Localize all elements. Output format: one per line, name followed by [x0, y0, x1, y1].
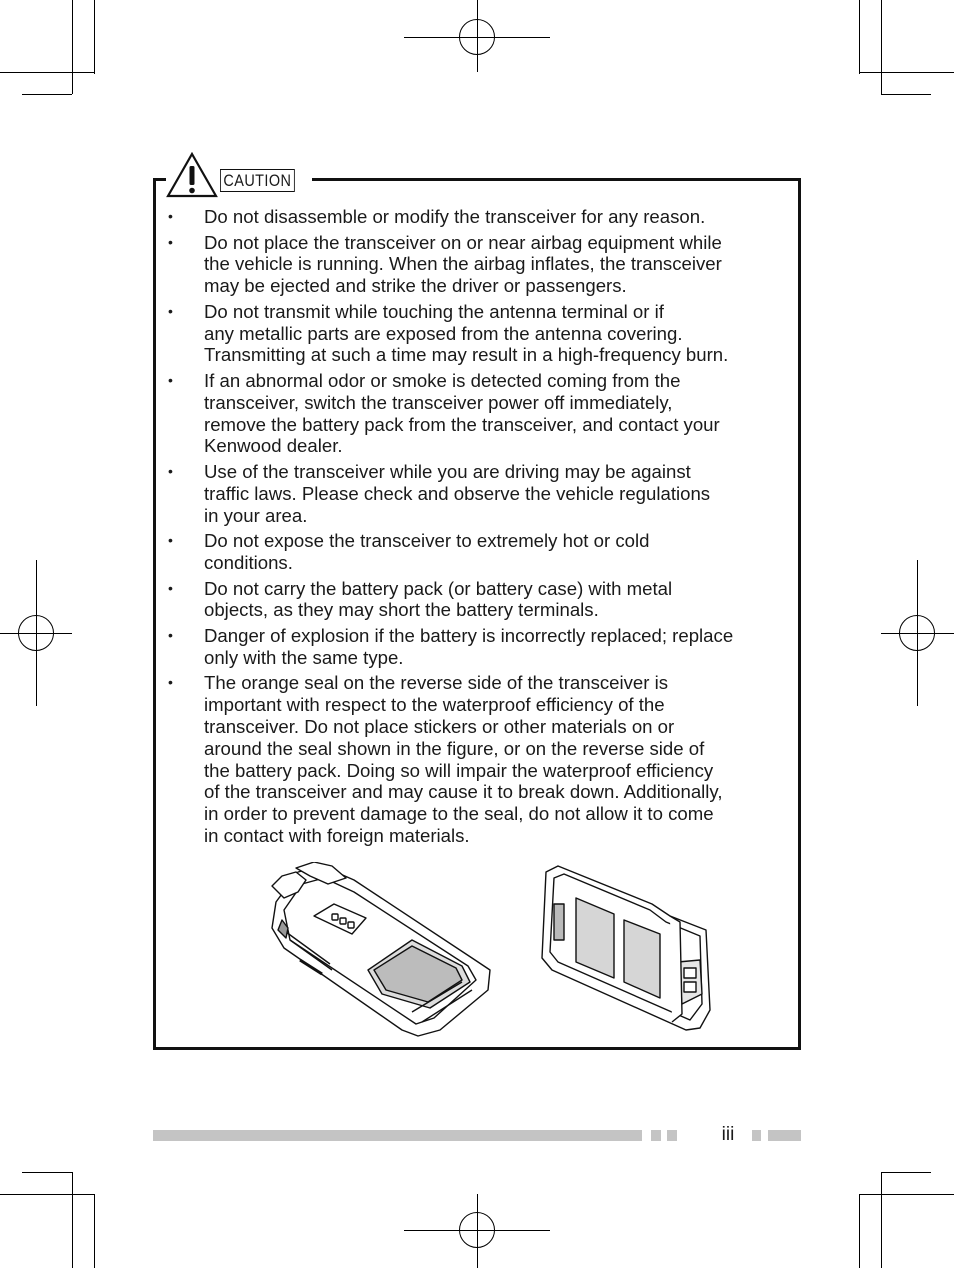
list-item [166, 672, 790, 846]
footer-bar-square [752, 1130, 761, 1141]
footer-bar-square [667, 1130, 677, 1141]
list-item-text: If an abnormal odor or smoke is detected coming from the transceiver, switch the transceiver power off immediately, remove the battery pack from the transceiver, and contact your Kenwood dealer. [204, 369, 720, 457]
list-item [166, 461, 790, 526]
battery-pack-illustration [540, 864, 712, 1032]
list-item [166, 625, 790, 669]
list-item-text: Do not place the transceiver on or near airbag equipment while the vehicle is running. When the airbag inflates, the transceiver may be ejected and strike the driver or passengers. [204, 231, 722, 297]
caution-label: CAUTION [220, 169, 295, 192]
footer-bar-square [651, 1130, 661, 1141]
warning-triangle-icon [166, 152, 218, 198]
bullet: • [168, 674, 173, 691]
page-number: iii [721, 1124, 735, 1145]
bullet: • [168, 233, 173, 250]
bullet: • [168, 626, 173, 643]
list-item [166, 206, 790, 228]
bullet: • [168, 302, 173, 319]
list-item-text: Do not disassemble or modify the transceiver for any reason. [204, 206, 706, 227]
bullet: • [168, 532, 173, 549]
list-item [166, 530, 790, 574]
transceiver-illustration [262, 862, 494, 1038]
list-item [166, 370, 790, 457]
caution-list [166, 206, 790, 850]
bullet: • [168, 208, 173, 224]
list-item [166, 301, 790, 366]
list-item-text: Danger of explosion if the battery is incorrectly replaced; replace only with the same type. [204, 624, 734, 668]
list-item [166, 232, 790, 297]
footer-bar-left [153, 1130, 642, 1141]
list-item-text: Do not expose the transceiver to extremely hot or cold conditions. [204, 530, 650, 573]
list-item-text: Do not transmit while touching the antenna terminal or if any metallic parts are exposed from the antenna covering. Transmitting at such a time may result in a high-frequency burn. [204, 300, 729, 366]
caution-header [166, 152, 312, 198]
footer-bar-right [768, 1130, 801, 1141]
list-item-text: Use of the transceiver while you are driving may be against traffic laws. Please check and observe the vehicle regulations in your area. [204, 460, 711, 526]
bullet: • [168, 371, 173, 388]
bullet: • [168, 579, 173, 596]
list-item-text: Do not carry the battery pack (or battery case) with metal objects, as they may short the battery terminals. [204, 577, 673, 621]
bullet: • [168, 462, 173, 479]
list-item-text: The orange seal on the reverse side of the transceiver is important with respect to the waterproof efficiency of the transceiver. Do not place stickers or other materials on or around the seal shown in the figure, or on the reverse side of the battery pack. Doing so will impair the waterproof efficiency of the transceiver and may cause it to break down. Additionally, in order to prevent damage to the seal, do not allow it to come in contact with foreign materials. [204, 672, 723, 846]
list-item [166, 578, 790, 622]
